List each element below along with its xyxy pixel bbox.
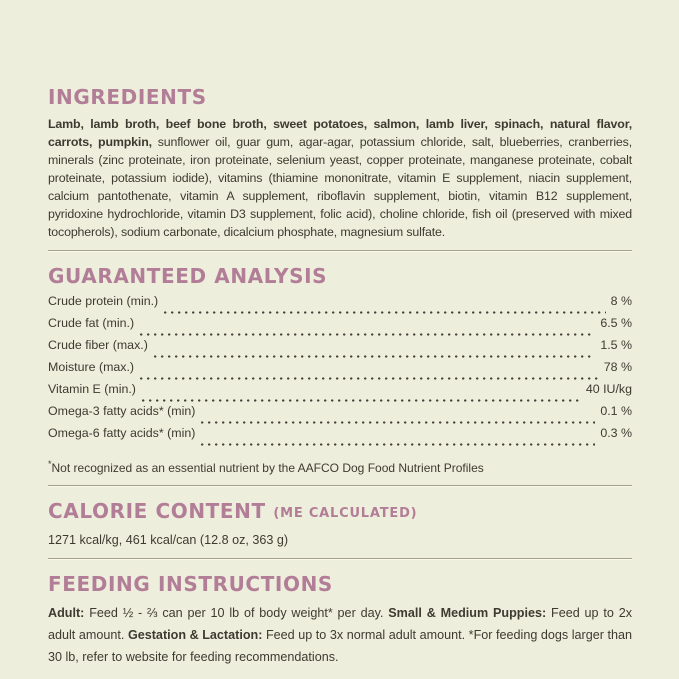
- analysis-value: 0.1 %: [600, 404, 632, 418]
- feeding-adult-label: Adult:: [48, 606, 85, 620]
- section-divider: [48, 558, 632, 560]
- analysis-row-moisture: [48, 360, 632, 382]
- analysis-label: Moisture (max.): [48, 360, 135, 374]
- feeding-gestation-text: Feed up to 3x normal adult amount. *For feeding dogs larger than 30 lb, refer to website for feeding recommendations.: [48, 628, 633, 664]
- ingredients-section: [48, 86, 632, 241]
- ingredients-primary-list: Lamb, lamb broth, beef bone broth, sweet potatoes, salmon, lamb liver, spinach, natural flavor, carrots, pumpkin,: [48, 117, 632, 149]
- feeding-puppies-text: Feed up to 2x adult amount.: [48, 606, 633, 642]
- calorie-title-main: CALORIE CONTENT: [48, 499, 266, 523]
- aafco-footnote: [48, 457, 632, 476]
- analysis-label: Vitamin E (min.): [48, 382, 136, 396]
- feeding-instructions-text: [48, 602, 632, 668]
- footnote-text: Not recognized as an essential nutrient by the AAFCO Dog Food Nutrient Profiles: [51, 461, 484, 475]
- calorie-value: 1271 kcal/kg, 461 kcal/can (12.8 oz, 363 g): [48, 533, 289, 547]
- ingredients-secondary-list: sunflower oil, guar gum, agar-agar, potassium chloride, salt, blueberries, cranberries, minerals (zinc proteinate, iron proteinate, selenium yeast, copper proteinate, manganese proteinate, cobalt proteinate, potassium iodide), vitamins (thiamine mononitrate, vitamin E supplement, niacin supplement, calcium pantothenate, vitamin A supplement, riboflavin supplement, biotin, vitamin B12 supplement, pyridoxine hydrochloride, vitamin D3 supplement, folic acid), choline chloride, fish oil (preserved with mixed tocopherols), sodium carbonate, dicalcium phosphate, magnesium sulfate.: [48, 135, 632, 239]
- analysis-value: 78 %: [603, 360, 632, 374]
- analysis-row-crude-fat: [48, 316, 632, 338]
- feeding-puppies-label: Small & Medium Puppies:: [388, 606, 547, 620]
- footnote-marker: *: [48, 459, 52, 469]
- dot-leader: [154, 355, 595, 358]
- dot-leader: [201, 443, 595, 446]
- calorie-content-section: [48, 500, 632, 549]
- analysis-row-crude-protein: [48, 294, 632, 316]
- analysis-value: 8 %: [610, 294, 632, 308]
- analysis-value: 0.3 %: [600, 426, 632, 440]
- calorie-content-title: [48, 500, 632, 525]
- dot-leader: [140, 377, 599, 380]
- feeding-gestation-label: Gestation & Lactation:: [127, 628, 263, 642]
- analysis-value: 6.5 %: [600, 316, 632, 330]
- feeding-instructions-title: FEEDING INSTRUCTIONS: [48, 572, 333, 596]
- ingredients-title: INGREDIENTS: [48, 85, 207, 109]
- analysis-value: 1.5 %: [600, 338, 632, 352]
- feeding-instructions-section: [48, 573, 632, 668]
- guaranteed-analysis-section: [48, 265, 632, 476]
- dot-leader: [140, 333, 595, 336]
- dot-leader: [164, 311, 605, 314]
- guaranteed-analysis-title: GUARANTEED ANALYSIS: [48, 264, 328, 288]
- section-divider: [48, 250, 632, 252]
- dot-leader: [201, 421, 595, 424]
- section-divider: [48, 485, 632, 487]
- ingredients-text: [48, 115, 632, 241]
- analysis-table: [48, 294, 632, 448]
- analysis-label: Omega-3 fatty acids* (min): [48, 404, 196, 418]
- feeding-adult-text: Feed ½ - ⅔ can per 10 lb of body weight* per day.: [84, 606, 389, 620]
- analysis-row-vitamin-e: [48, 382, 632, 404]
- analysis-label: Crude fat (min.): [48, 316, 135, 330]
- analysis-row-omega-3: [48, 404, 632, 426]
- analysis-label: Crude protein (min.): [48, 294, 159, 308]
- analysis-row-omega-6: [48, 426, 632, 448]
- calorie-title-sub: (ME CALCULATED): [273, 506, 418, 521]
- analysis-row-crude-fiber: [48, 338, 632, 360]
- analysis-label: Omega-6 fatty acids* (min): [48, 426, 196, 440]
- analysis-label: Crude fiber (max.): [48, 338, 148, 352]
- analysis-value: 40 IU/kg: [585, 382, 632, 396]
- dot-leader: [142, 399, 581, 402]
